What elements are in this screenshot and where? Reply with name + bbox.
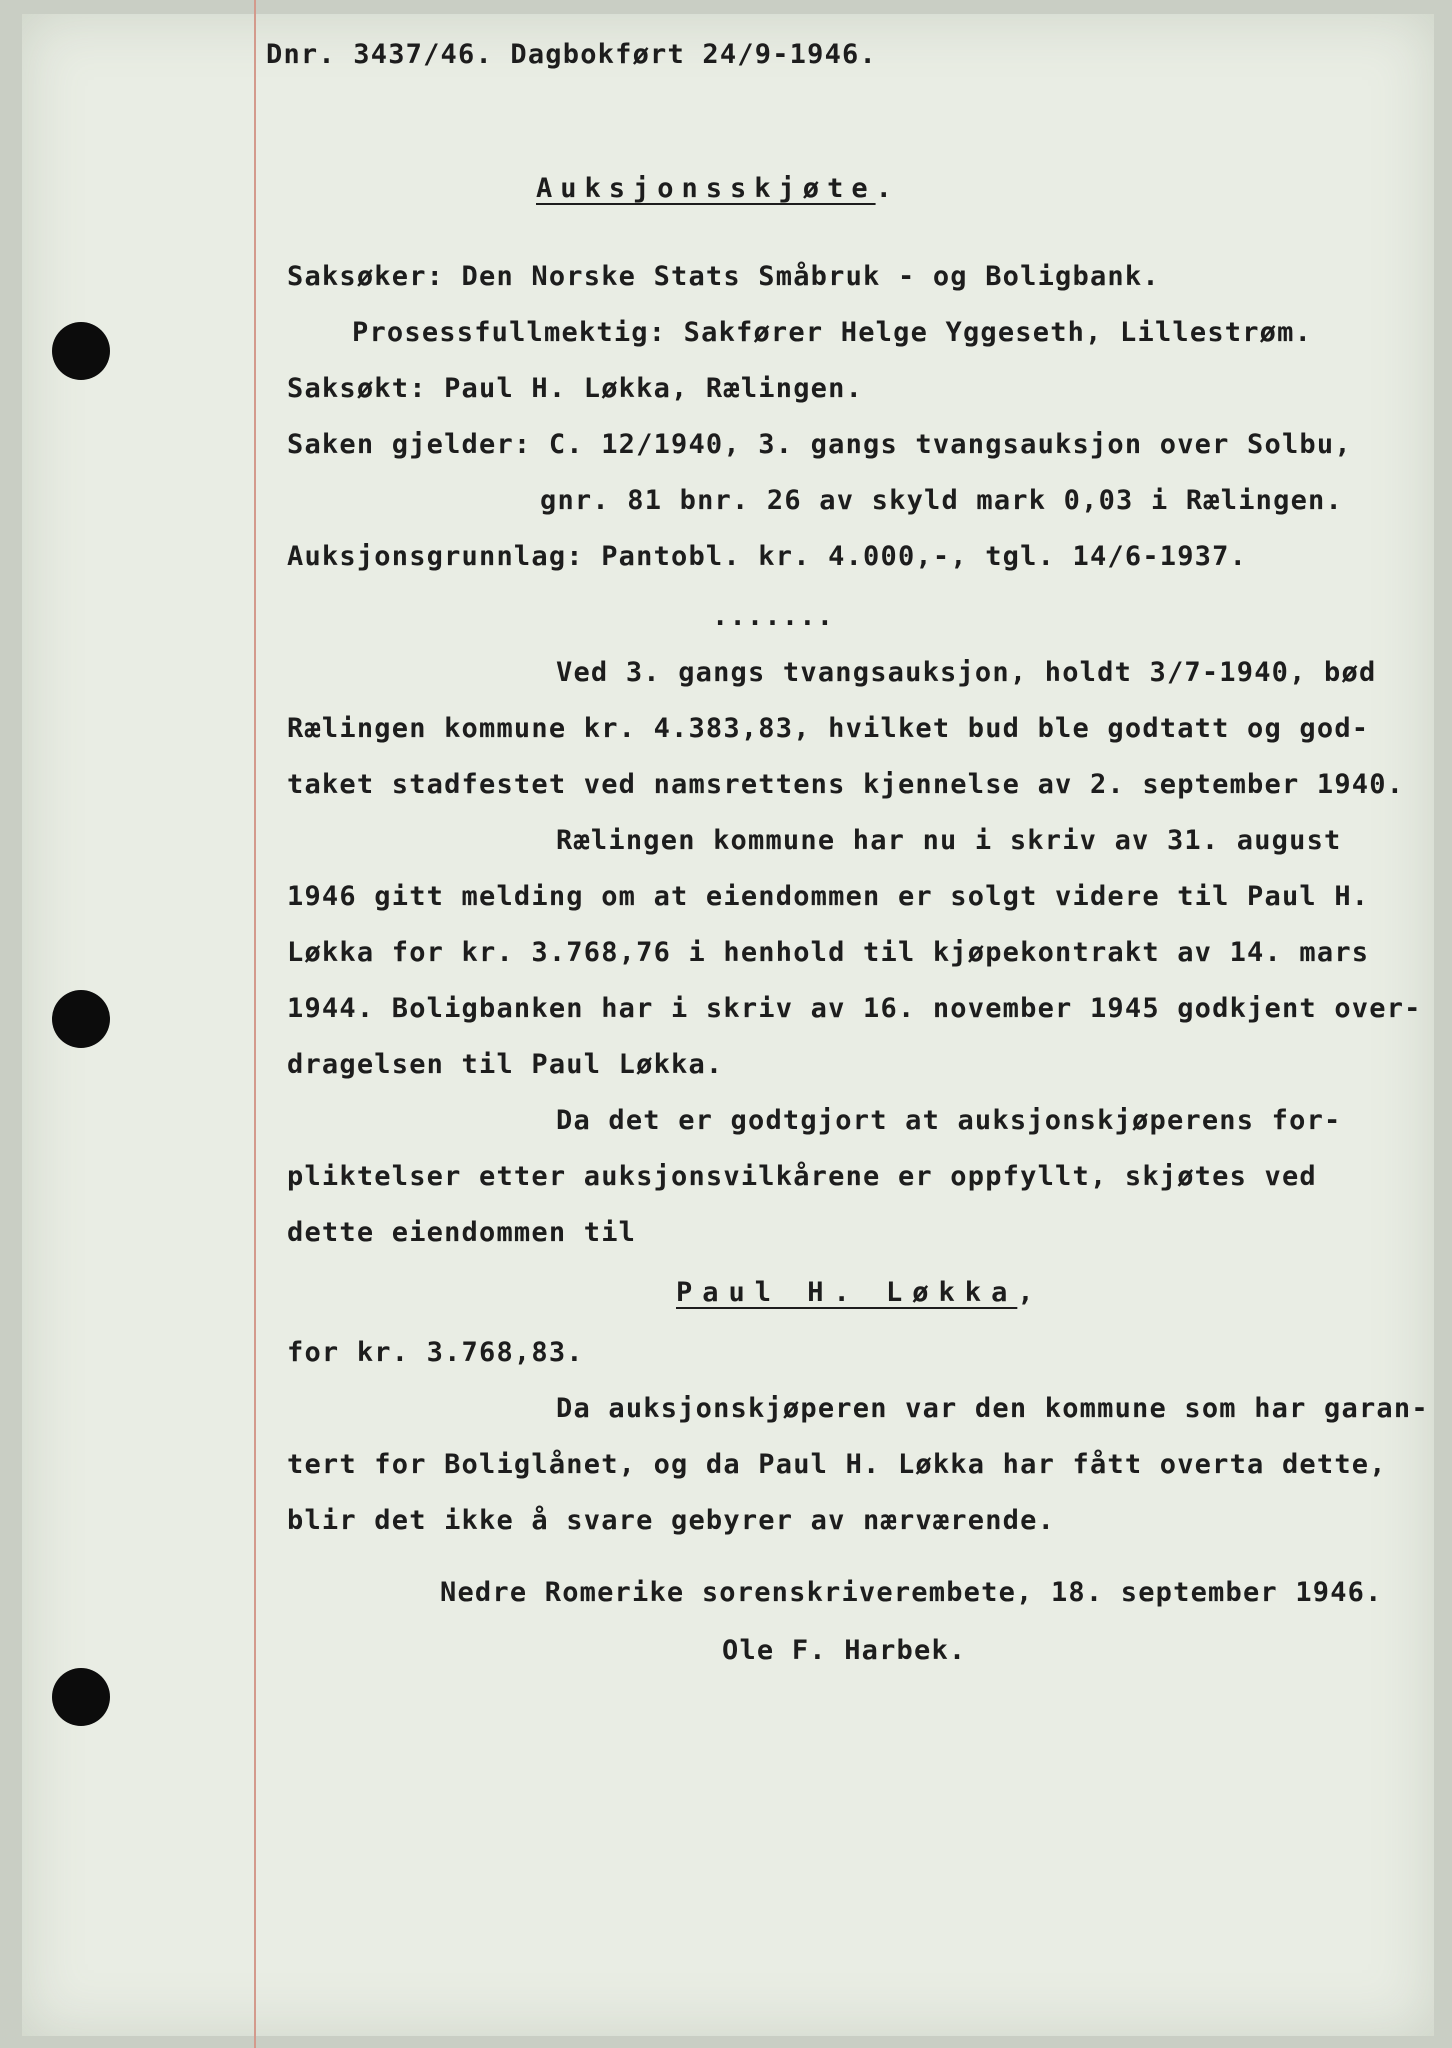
paragraph-1-line-3: taket stadfestet ved namsrettens kjennelse av 2. september 1940.	[287, 769, 1405, 800]
basis-line: Auksjonsgrunnlag: Pantobl. kr. 4.000,-, tgl. 14/6-1937.	[287, 541, 1248, 572]
grantee-line	[676, 1276, 1035, 1310]
paragraph-4-line-3: blir det ikke å svare gebyrer av nærværende.	[287, 1505, 1056, 1536]
paragraph-2-line-2: 1946 gitt melding om at eiendommen er solgt videre til Paul H.	[287, 881, 1370, 912]
paragraph-4-line-2: tert for Boliglånet, og da Paul H. Løkka har fått overta dette,	[287, 1449, 1387, 1480]
document-title	[536, 172, 893, 206]
signature-line: Ole F. Harbek.	[722, 1635, 967, 1666]
punch-hole-top	[52, 322, 110, 380]
punch-hole-bottom	[52, 1668, 110, 1726]
defendant-line: Saksøkt: Paul H. Løkka, Rælingen.	[287, 373, 864, 404]
document-header: Dnr. 3437/46. Dagbokført 24/9-1946.	[266, 39, 877, 70]
attorney-line: Prosessfullmektig: Sakfører Helge Yggeseth, Lillestrøm.	[352, 317, 1313, 348]
paragraph-3-line-2: pliktelser etter auksjonsvilkårene er oppfyllt, skjøtes ved	[287, 1161, 1317, 1192]
grantee-comma: ,	[1017, 1277, 1035, 1308]
paragraph-4-line-1: Da auksjonskjøperen var den kommune som har garan-	[556, 1393, 1429, 1424]
paragraph-1-line-2: Rælingen kommune kr. 4.383,83, hvilket bud ble godtatt og god-	[287, 713, 1370, 744]
case-line-2: gnr. 81 bnr. 26 av skyld mark 0,03 i Rælingen.	[540, 485, 1343, 516]
title-text: Auksjonsskjøte	[536, 173, 876, 204]
punch-hole-middle	[52, 990, 110, 1048]
plaintiff-line: Saksøker: Den Norske Stats Småbruk - og Boligbank.	[287, 261, 1160, 292]
paragraph-1-line-1: Ved 3. gangs tvangsauksjon, holdt 3/7-1940, bød	[556, 657, 1377, 688]
margin-rule	[254, 0, 256, 2048]
place-date-line: Nedre Romerike sorenskriverembete, 18. september 1946.	[440, 1577, 1383, 1608]
separator-dots: .......	[712, 601, 835, 632]
case-line-1: Saken gjelder: C. 12/1940, 3. gangs tvangsauksjon over Solbu,	[287, 429, 1352, 460]
grantee-name: Paul H. Løkka	[676, 1277, 1018, 1308]
paragraph-3-line-3: dette eiendommen til	[287, 1217, 637, 1248]
paragraph-2-line-5: dragelsen til Paul Løkka.	[287, 1049, 724, 1080]
title-period: .	[875, 173, 894, 204]
price-line: for kr. 3.768,83.	[287, 1337, 584, 1368]
paragraph-2-line-4: 1944. Boligbanken har i skriv av 16. november 1945 godkjent over-	[287, 993, 1422, 1024]
paragraph-3-line-1: Da det er godtgjort at auksjonskjøperens for-	[556, 1105, 1342, 1136]
paragraph-2-line-1: Rælingen kommune har nu i skriv av 31. august	[556, 825, 1342, 856]
paragraph-2-line-3: Løkka for kr. 3.768,76 i henhold til kjøpekontrakt av 14. mars	[287, 937, 1370, 968]
